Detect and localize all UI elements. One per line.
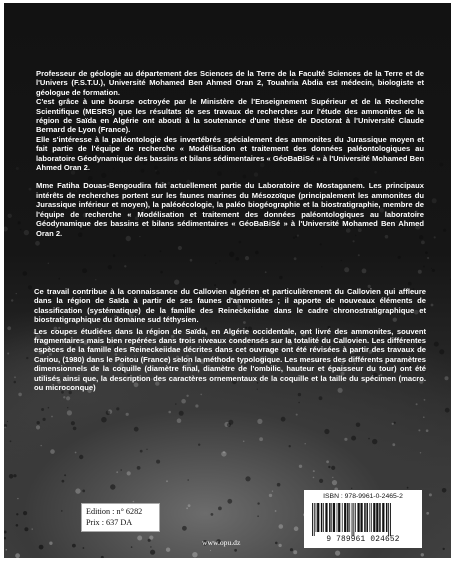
texture-speck [227,499,232,504]
texture-speck [131,546,133,548]
bio-paragraph: Elle s'intéresse à la paléontologie des invertébrés spécialement des ammonites du Jurassique moyen et fait partie de l'équipe de recherche « Modélisation et traitement des données paléontologiques au laboratoire Géodynamique des bassins et bilans sédimentaires « GéoBaBiSé » à l'Université Mohamed Ben Ahmed Oran 2. [36,134,424,173]
texture-speck [423,266,425,268]
texture-speck [26,357,28,359]
texture-speck [215,262,217,264]
texture-speck [116,407,119,410]
barcode-bar [366,503,368,532]
barcode-bar [373,503,375,532]
texture-speck [137,466,141,470]
texture-speck [24,230,29,235]
texture-speck [41,408,44,411]
texture-speck [392,443,395,446]
summary-paragraph: Ce travail contribue à la connaissance du Callovien algérien et particulièrement du Callovien qui affleure dans la région de Saïda à partir de ses faunes d'ammonites ; il apporte de nouveaux éléments de classification (systématique) de la famille des Reineckeiidae dans le cadre chronostratigraphique et biostratigraphique du domaine sud téthysien. [34,287,426,325]
texture-speck [418,270,422,274]
texture-speck [51,416,53,418]
texture-speck [214,284,216,286]
texture-speck [344,267,349,272]
texture-speck [41,445,42,446]
barcode-bars [308,503,418,536]
texture-speck [229,252,235,258]
texture-speck [75,488,80,493]
texture-speck [432,198,437,203]
texture-speck [255,251,259,255]
texture-speck [398,256,401,259]
texture-speck [48,263,49,264]
texture-speck [16,167,19,170]
texture-speck [445,376,449,380]
texture-speck [186,395,188,397]
barcode-bar [312,503,313,536]
texture-speck [257,419,262,424]
texture-speck [13,474,16,477]
texture-speck [62,480,65,483]
texture-speck [257,502,259,504]
texture-speck [20,229,22,231]
texture-speck [351,436,356,441]
texture-speck [407,487,409,489]
texture-speck [6,549,8,551]
texture-speck [431,304,434,307]
texture-speck [257,515,259,517]
texture-speck [11,299,13,301]
texture-speck [106,411,111,416]
texture-speck [293,550,297,554]
texture-speck [298,402,300,404]
texture-speck [321,266,322,267]
barcode-bar [323,503,324,532]
barcode-bar [364,503,366,532]
texture-speck [427,257,429,259]
texture-speck [259,437,263,441]
texture-speck [120,469,122,471]
texture-speck [67,410,72,415]
texture-speck [358,254,360,256]
texture-speck [7,326,11,330]
texture-speck [227,423,231,427]
texture-speck [101,417,107,423]
barcode-bar [321,503,323,532]
texture-speck [36,425,40,429]
texture-speck [362,269,367,274]
texture-speck [269,494,272,497]
bio-paragraph: Mme Fatiha Douas-Bengoudira fait actuellement partie du Laboratoire de Mostaganem. Les principaux intérêts de recherches portent sur les faunes marines du Mésozoïque (principalement les ammonites du Jurassique inférieur et moyen), la paléoécologie, la paléo biogéographie et la biostratigraphie, membre de l'équipe de recherche « Modélisation et traitement des données paléontologiques au laboratoire Géodynamique des bassins et bilans sédimentaires « GéoBaBiSé » à l'Université Mohamed Ben Ahmed Oran 2. [36,181,424,238]
texture-speck [79,455,83,459]
publisher-website: www.opu.dz [202,538,241,547]
texture-speck [272,491,273,492]
texture-speck [177,418,182,423]
texture-speck [425,251,428,254]
texture-speck [305,443,306,444]
texture-speck [23,511,27,515]
texture-speck [341,260,343,262]
texture-speck [394,422,396,424]
texture-speck [15,553,20,558]
texture-speck [326,460,329,463]
texture-speck [29,188,32,191]
back-cover [4,3,451,558]
texture-speck [166,480,168,482]
texture-speck [64,474,66,476]
texture-speck [83,547,85,549]
barcode-bar [379,503,381,532]
texture-speck [124,265,126,267]
texture-speck [245,476,250,481]
texture-speck [368,438,370,440]
texture-speck [137,536,142,541]
texture-speck [211,513,214,516]
texture-speck [160,271,163,274]
texture-speck [8,214,12,218]
texture-speck [187,479,189,481]
texture-speck [192,552,197,557]
texture-speck [160,250,162,252]
texture-speck [299,465,302,468]
texture-speck [186,507,188,509]
texture-speck [4,537,6,540]
texture-speck [127,471,131,475]
texture-speck [168,411,171,414]
texture-speck [14,376,16,378]
barcode-bar [329,503,331,532]
barcode-bar [353,503,354,536]
texture-speck [4,424,7,427]
texture-speck [58,278,60,280]
texture-speck [296,414,298,416]
barcode-bar [325,503,327,532]
texture-speck [445,408,450,413]
texture-speck [82,490,85,493]
texture-speck [421,553,424,556]
texture-speck [324,429,329,434]
texture-speck [421,241,425,245]
barcode-bar [352,503,353,536]
texture-speck [195,404,198,407]
texture-speck [431,268,432,269]
bio-paragraph: Professeur de géologie au département des Sciences de la Terre de la Faculté Sciences de la Terre et de l'Univers (F.S.T.U.), Université Mohamed Ben Ahmed Oran 2, Touahria Abdia est médecin, biologiste et géologue de formation. [36,69,424,97]
texture-speck [7,421,8,422]
texture-speck [14,381,17,384]
texture-speck [32,528,33,529]
texture-speck [156,460,160,464]
texture-speck [275,542,278,545]
texture-speck [9,474,14,479]
barcode-bar [317,503,319,532]
edition-price-label [81,503,160,532]
texture-speck [443,548,445,550]
barcode-bar [388,503,389,536]
barcode-bar [386,503,388,532]
texture-speck [320,243,322,245]
texture-speck [166,548,170,552]
texture-speck [210,550,211,551]
texture-speck [450,279,451,280]
texture-speck [174,280,179,285]
texture-speck [265,271,267,273]
texture-speck [426,429,429,432]
texture-speck [178,246,182,250]
texture-speck [43,418,46,421]
texture-speck [245,256,249,260]
texture-speck [372,439,377,444]
texture-speck [434,236,436,238]
texture-speck [332,477,333,478]
barcode-bar [342,503,343,532]
texture-speck [290,548,293,551]
texture-speck [190,259,193,262]
texture-speck [331,466,335,470]
texture-speck [24,527,28,531]
texture-speck [420,452,421,453]
edition-number: Edition : n° 6282 [86,507,143,516]
texture-speck [243,441,245,443]
texture-speck [72,544,76,548]
texture-speck [279,276,283,280]
texture-speck [439,163,443,167]
barcode-bar [376,503,378,532]
texture-speck [319,396,323,400]
texture-speck [61,510,63,512]
barcode-label [304,490,422,548]
texture-speck [198,444,200,446]
price: Prix : 637 DA [86,518,133,527]
texture-speck [281,417,286,422]
texture-speck [344,438,347,441]
texture-speck [18,221,21,224]
texture-speck [113,254,116,257]
barcode-bar [360,503,362,532]
texture-speck [35,241,40,246]
texture-speck [392,423,394,425]
texture-speck [289,445,291,447]
texture-speck [73,427,77,431]
texture-speck [221,451,226,456]
barcode-bar [371,503,372,532]
texture-speck [18,393,22,397]
texture-speck [67,407,68,408]
texture-speck [150,550,155,555]
texture-speck [16,513,18,515]
texture-speck [353,240,355,242]
texture-speck [10,440,12,442]
texture-speck [4,227,8,232]
texture-speck [144,254,146,256]
texture-speck [16,524,19,527]
texture-speck [150,546,151,547]
texture-speck [442,488,447,493]
isbn-text: ISBN : 978-9961-0-2465-2 [323,493,403,500]
texture-speck [235,257,239,261]
texture-speck [418,429,420,431]
texture-speck [332,480,337,485]
book-summary [34,287,426,392]
texture-speck [116,471,118,473]
texture-speck [175,403,177,405]
texture-speck [319,479,323,483]
texture-speck [16,293,17,294]
barcode-bar [355,503,356,532]
texture-speck [200,394,202,396]
texture-speck [4,531,7,534]
barcode-bar [314,503,315,536]
texture-speck [101,556,104,558]
texture-speck [439,349,444,354]
texture-speck [434,342,439,347]
texture-speck [426,512,429,515]
author-biography [36,69,424,238]
texture-speck [232,280,236,284]
texture-speck [408,282,412,286]
barcode-bar [337,503,338,532]
texture-speck [110,484,115,489]
texture-speck [351,488,352,489]
texture-speck [277,483,281,487]
barcode-bar [369,503,370,532]
texture-speck [179,411,184,416]
texture-speck [313,477,315,479]
texture-speck [294,257,297,260]
barcode-bar [333,503,335,532]
texture-speck [424,399,426,401]
texture-speck [219,260,220,261]
texture-speck [140,450,143,453]
summary-paragraph: Les coupes étudiées dans la région de Saïda, en Algérie occidentale, ont livré des ammonites, souvent fragmentaires mais bien repérées dans trois niveaux condensés sur la totalité du Callovien. Les différentes espèces de la famille des Reineckeiidae décrites dans cet ouvrage ont été révisées à partir des travaux de Cariou, (1980) dans le Poitou (France) selon la méthode typologique. Les mesures des différents paramètres dimensionnels de la coquille (diamètre final, diamètre de l'ombilic, hauteur et épaisseur du tour) ont été utilisés ainsi que, la description des caractères ornementaux de la coquille et la taille du spécimen (macro. ou microconque) [34,326,426,393]
texture-speck [7,353,9,355]
texture-speck [149,536,153,540]
texture-speck [17,498,18,499]
texture-speck [75,452,77,454]
texture-speck [432,269,435,272]
texture-speck [134,427,139,432]
texture-speck [50,449,55,454]
texture-speck [28,285,32,289]
texture-speck [63,396,65,398]
barcode-bar [347,503,349,532]
texture-speck [146,449,147,450]
texture-speck [298,393,301,396]
texture-speck [39,545,44,550]
texture-speck [423,416,425,418]
texture-speck [443,229,446,232]
texture-speck [188,504,191,507]
texture-speck [239,241,242,244]
barcode-bar [344,503,346,532]
barcode-bar [390,503,391,536]
texture-speck [82,268,87,273]
texture-speck [126,413,129,416]
barcode-bar [316,503,317,532]
texture-speck [218,507,222,511]
texture-speck [49,542,52,545]
barcode-bar [382,503,384,532]
texture-speck [95,279,96,280]
barcode-bar [357,503,359,532]
texture-speck [279,524,284,529]
texture-speck [66,396,70,400]
barcode-bar [338,503,340,532]
barcode-number: 9 789961 024652 [326,536,400,544]
texture-speck [181,399,186,404]
texture-speck [182,526,187,531]
texture-speck [429,493,432,496]
texture-speck [108,265,112,269]
texture-speck [37,421,40,424]
texture-speck [23,271,28,276]
texture-speck [416,403,418,405]
texture-speck [48,407,50,409]
texture-speck [278,544,281,547]
barcode-bar [349,503,350,532]
texture-speck [294,526,299,531]
texture-speck [335,551,340,556]
texture-speck [234,549,237,552]
texture-speck [71,421,75,425]
texture-speck [356,423,361,428]
texture-speck [328,466,330,468]
barcode-bar [331,503,332,532]
texture-speck [275,510,277,512]
texture-speck [313,470,315,472]
bio-paragraph: C'est grâce à une bourse octroyée par le Ministère de l'Enseignement Supérieur et de la Recherche Scientifique (MESRS) que les résultats de ses travaux de recherches sur l'étude des ammonites de la région de Saïda en Algérie ont abouti à la soutenance d'une thèse de Doctorat à l'Université Claude Bernard de Lyon (France). [36,97,424,135]
